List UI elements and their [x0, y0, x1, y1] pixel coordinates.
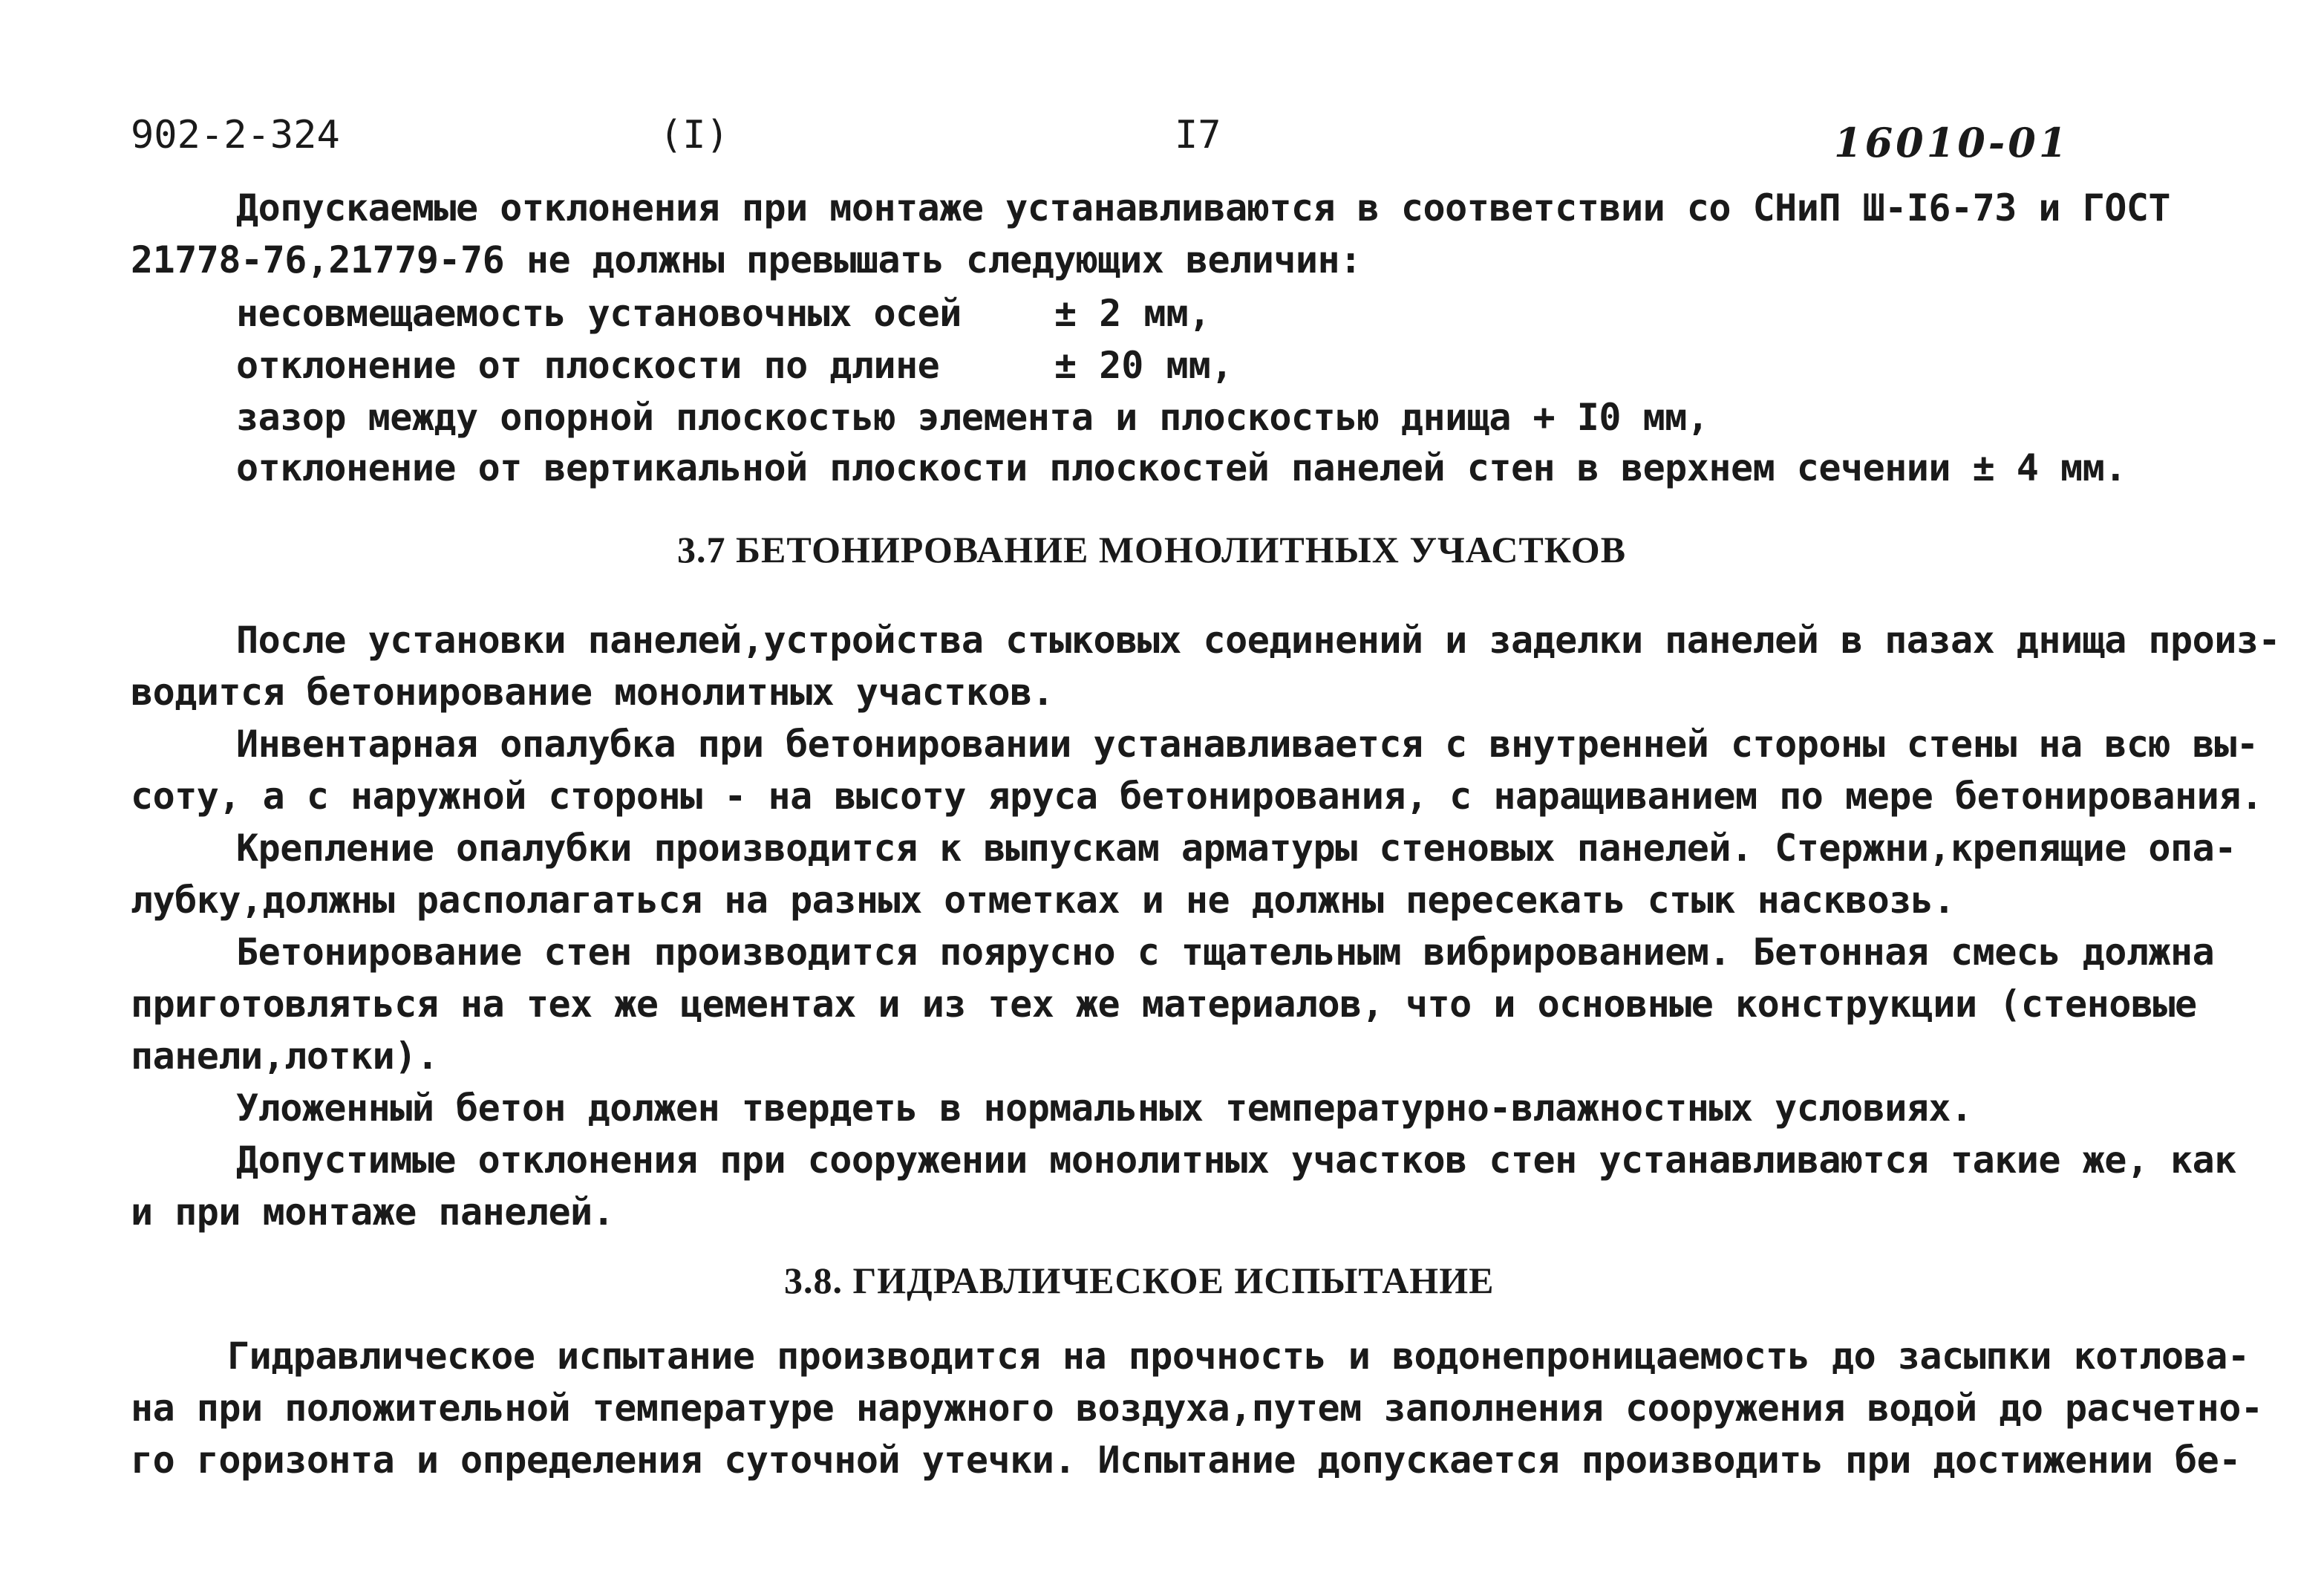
- section-3-7-line: водится бетонирование монолитных участков.: [131, 671, 1054, 714]
- section-3-8-line: на при положительной температуре наружного воздуха,путем заполнения сооружения водой до расчетно-: [131, 1387, 2263, 1430]
- tolerance-label-axes: несовмещаемость установочных осей: [236, 292, 962, 335]
- document-code: 902-2-324: [131, 113, 340, 157]
- section-3-7-line: Допустимые отклонения при сооружении монолитных участков стен устанавливаются такие же, как: [236, 1139, 2236, 1182]
- section-3-8-heading: 3.8. ГИДРАВЛИЧЕСКОЕ ИСПЫТАНИЕ: [784, 1260, 1495, 1301]
- section-marker: (I): [659, 113, 729, 157]
- section-3-7-line: панели,лотки).: [131, 1035, 439, 1078]
- section-3-7-line: Уложенный бетон должен твердеть в нормальных температурно-влажностных условиях.: [236, 1087, 1973, 1130]
- section-3-7-line: После установки панелей,устройства стыковых соединений и заделки панелей в пазах днища произ-: [236, 619, 2281, 662]
- intro-line-2: 21778-76,21779-76 не должны превышать следующих величин:: [131, 238, 1362, 281]
- page-number: I7: [1175, 113, 1221, 157]
- section-3-7-line: соту, а с наружной стороны - на высоту яруса бетонирования, с наращиванием по мере бетонирования.: [131, 775, 2263, 818]
- tolerance-vertical: отклонение от вертикальной плоскости плоскостей панелей стен в верхнем сечении ± 4 мм.: [236, 446, 2126, 489]
- archive-number: 16010-01: [1834, 119, 2070, 166]
- section-3-7-line: Крепление опалубки производится к выпускам арматуры стеновых панелей. Стержни,крепящие опа-: [236, 827, 2236, 870]
- section-3-7-heading: 3.7 БЕТОНИРОВАНИЕ МОНОЛИТНЫХ УЧАСТКОВ: [677, 529, 1627, 570]
- intro-line-1: Допускаемые отклонения при монтаже устанавливаются в соответствии со СНиП Ш-I6-73 и ГОСТ: [236, 186, 2171, 229]
- tolerance-gap: зазор между опорной плоскостью элемента и плоскостью днища + I0 мм,: [236, 396, 1709, 439]
- tolerance-label-plane: отклонение от плоскости по длине: [236, 344, 940, 387]
- section-3-7-line: лубку,должны располагаться на разных отметках и не должны пересекать стык насквозь.: [131, 879, 1956, 922]
- section-3-7-line: и при монтаже панелей.: [131, 1191, 615, 1234]
- section-3-7-line: приготовляться на тех же цементах и из тех же материалов, что и основные конструкции (стеновые: [131, 983, 2197, 1026]
- tolerance-value-axes: ± 2 мм,: [1054, 292, 1211, 335]
- section-3-7-line: Бетонирование стен производится поярусно с тщательным вибрированием. Бетонная смесь должна: [236, 931, 2215, 974]
- tolerance-value-plane: ± 20 мм,: [1054, 344, 1233, 387]
- section-3-8-line: го горизонта и определения суточной утечки. Испытание допускается производить при достижении бе-: [131, 1439, 2241, 1482]
- section-3-7-line: Инвентарная опалубка при бетонировании устанавливается с внутренней стороны стены на всю вы-: [236, 723, 2259, 766]
- section-3-8-line: Гидравлическое испытание производится на прочность и водонепроницаемость до засыпки котлова-: [227, 1335, 2250, 1378]
